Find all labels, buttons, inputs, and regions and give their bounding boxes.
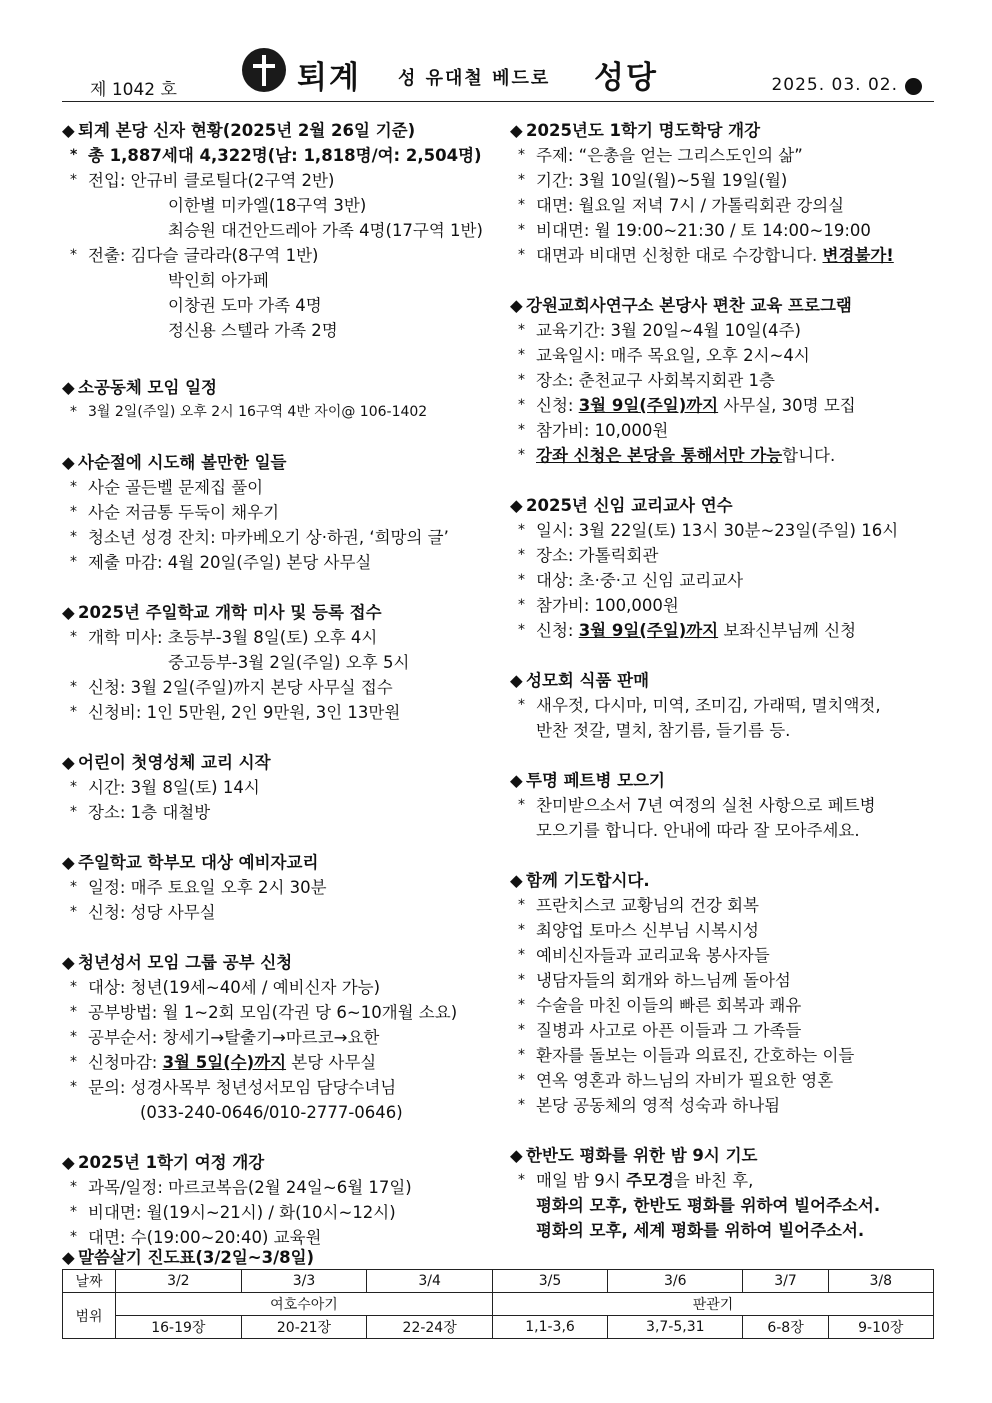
issue-date: 2025. 03. 02. xyxy=(771,75,898,95)
section-title: 2025년도 1학기 명도학당 개강 xyxy=(526,121,761,140)
section-food-sale xyxy=(510,668,940,743)
table-cell: 1,1-3,6 xyxy=(492,1316,607,1339)
list-item: 최승원 대건안드레아 가족 4명(17구역 1반) xyxy=(168,221,483,240)
parish-title-part1: 퇴계 xyxy=(297,60,361,96)
list-item: 중고등부-3월 2일(주일) 오후 5시 xyxy=(168,653,410,672)
section-parents-catechism xyxy=(62,850,502,925)
list-item: * 교육일시: 매주 목요일, 오후 2시~4시 xyxy=(510,343,940,368)
table-row xyxy=(63,1293,934,1316)
section-title: 청년성서 모임 그룹 공부 신청 xyxy=(78,953,293,972)
list-item: * 대상: 청년(19세~40세 / 예비신자 가능) xyxy=(62,975,502,1000)
table-cell: 3,7-5,31 xyxy=(608,1316,743,1339)
section-first-communion xyxy=(62,750,502,825)
diamond-bullet-icon: ◆ xyxy=(510,671,523,690)
list-item: * 사순 골든벨 문제집 풀이 xyxy=(62,475,502,500)
list-item: * 장소: 춘천교구 사회복지회관 1층 xyxy=(510,368,940,393)
section-title: 2025년 1학기 여정 개강 xyxy=(78,1153,265,1172)
list-item: * 문의: 성경사목부 청년성서모임 담당수녀님 xyxy=(62,1075,502,1100)
table-cell: 3/5 xyxy=(492,1270,607,1293)
list-item: * 신청비: 1인 5만원, 2인 9만원, 3인 13만원 xyxy=(62,700,502,725)
list-item: 이한별 미카엘(18구역 3반) xyxy=(168,196,367,215)
section-semester-course xyxy=(62,1150,502,1250)
list-item: * 대면과 비대면 신청한 대로 수강합니다. 변경불가! xyxy=(510,243,940,268)
list-item: 반찬 젓갈, 멸치, 참기름, 들기름 등. xyxy=(536,721,791,740)
diamond-bullet-icon: ◆ xyxy=(510,1146,523,1165)
diamond-bullet-icon: ◆ xyxy=(62,953,75,972)
section-title: 한반도 평화를 위한 밤 9시 기도 xyxy=(526,1146,758,1165)
list-item: * 신청: 3월 9일(주일)까지 보좌신부님께 신청 xyxy=(510,618,940,643)
table-cell: 22-24장 xyxy=(367,1316,493,1339)
section-title: 소공동체 모임 일정 xyxy=(78,378,218,397)
list-item: * 새우젓, 다시마, 미역, 조미김, 가래떡, 멸치액젓, xyxy=(510,693,940,718)
list-item: 박인희 아가페 xyxy=(168,271,269,290)
section-title: 어린이 첫영성체 교리 시작 xyxy=(78,753,271,772)
list-item: * 과목/일정: 마르코복음(2월 24일~6월 17일) xyxy=(62,1175,502,1200)
diamond-bullet-icon: ◆ xyxy=(510,296,523,315)
section-title: 강원교회사연구소 본당사 편찬 교육 프로그램 xyxy=(526,296,852,315)
list-item: 평화의 모후, 세계 평화를 위하여 빌어주소서. xyxy=(536,1221,865,1240)
list-item: * 최양업 토마스 신부님 시복시성 xyxy=(510,918,940,943)
page-number-dot-icon xyxy=(905,78,922,95)
list-item: * 전입: 안규비 클로틸다(2구역 2반) xyxy=(62,168,502,193)
section-title: 사순절에 시도해 볼만한 일들 xyxy=(78,453,287,472)
list-item: * 신청마감: 3월 5일(수)까지 본당 사무실 xyxy=(62,1050,502,1075)
list-item: * 공부순서: 창세기→탈출기→마르코→요한 xyxy=(62,1025,502,1050)
list-item: * 장소: 1층 대철방 xyxy=(62,800,502,825)
parish-title-middle: 성 유대철 베드로 xyxy=(398,68,551,89)
diamond-bullet-icon: ◆ xyxy=(62,853,75,872)
section-title: 성모회 식품 판매 xyxy=(526,671,650,690)
list-item: * 시간: 3월 8일(토) 14시 xyxy=(62,775,502,800)
deadline-highlight: 3월 9일(주일)까지 xyxy=(578,396,719,415)
list-item: * 연옥 영혼과 하느님의 자비가 필요한 영혼 xyxy=(510,1068,940,1093)
list-item: * 공부방법: 월 1~2회 모임(각권 당 6~10개월 소요) xyxy=(62,1000,502,1025)
table-cell: 9-10장 xyxy=(828,1316,933,1339)
list-item: * 일정: 매주 토요일 오후 2시 30분 xyxy=(62,875,502,900)
right-column xyxy=(510,118,940,1268)
reading-schedule-table xyxy=(62,1269,934,1339)
schedule-title: ◆ 말씀살기 진도표(3/2일~3/8일) xyxy=(62,1248,315,1267)
parish-title-part2: 성당 xyxy=(594,60,658,96)
list-item: * 3월 2일(주일) 오후 2시 16구역 4반 자이@ 106-1402 xyxy=(62,400,502,425)
diamond-bullet-icon: ◆ xyxy=(62,121,75,140)
list-item: * 매일 밤 9시 주모경을 바친 후, xyxy=(510,1168,940,1193)
list-item: * 프란치스코 교황님의 건강 회복 xyxy=(510,893,940,918)
list-item: * 기간: 3월 10일(월)~5월 19일(월) xyxy=(510,168,940,193)
table-cell: 3/4 xyxy=(367,1270,493,1293)
section-parish-status xyxy=(62,118,502,343)
section-church-history-program xyxy=(510,293,940,468)
list-item: * 전출: 김다슬 글라라(8구역 1반) xyxy=(62,243,502,268)
section-pet-bottles xyxy=(510,768,940,843)
issue-number: 제 1042 호 xyxy=(90,80,177,100)
list-item: * 참가비: 100,000원 xyxy=(510,593,940,618)
list-item: * 비대면: 월(19시~21시) / 화(10시~12시) xyxy=(62,1200,502,1225)
section-title: 주일학교 학부모 대상 예비자교리 xyxy=(78,853,319,872)
diamond-bullet-icon: ◆ xyxy=(62,1248,75,1267)
section-prayer-intentions xyxy=(510,868,940,1118)
prayer-name-highlight: 주모경 xyxy=(626,1171,674,1190)
list-item: * 일시: 3월 22일(토) 13시 30분~23일(주일) 16시 xyxy=(510,518,940,543)
table-cell: 20-21장 xyxy=(241,1316,367,1339)
list-item: * 대면: 월요일 저녁 7시 / 가톨릭회관 강의실 xyxy=(510,193,940,218)
section-sunday-school xyxy=(62,600,502,725)
table-cell: 판관기 xyxy=(492,1293,933,1316)
section-myungdo-school xyxy=(510,118,940,268)
section-title: 퇴계 본당 신자 현황(2025년 2월 26일 기준) xyxy=(78,121,416,140)
section-new-teacher-training xyxy=(510,493,940,643)
table-header-cell: 범위 xyxy=(63,1293,116,1339)
list-item: * 신청: 성당 사무실 xyxy=(62,900,502,925)
list-item: * 참가비: 10,000원 xyxy=(510,418,940,443)
list-item: * 강좌 신청은 본당을 통해서만 가능합니다. xyxy=(510,443,940,468)
list-item: * 질병과 사고로 아픈 이들과 그 가족들 xyxy=(510,1018,940,1043)
bulletin-header xyxy=(62,44,934,102)
diamond-bullet-icon: ◆ xyxy=(62,603,75,622)
no-change-highlight: 변경불가! xyxy=(822,246,894,265)
table-cell: 3/7 xyxy=(743,1270,828,1293)
list-item: * 교육기간: 3월 20일~4월 10일(4주) xyxy=(510,318,940,343)
list-item: * 대상: 초·중·고 신임 교리교사 xyxy=(510,568,940,593)
list-item: 이창권 도마 가족 4명 xyxy=(168,296,322,315)
list-item: * 총 1,887세대 4,322명(남: 1,818명/여: 2,504명) xyxy=(62,143,502,168)
list-item: * 대면: 수(19:00~20:40) 교육원 xyxy=(62,1225,502,1250)
diamond-bullet-icon: ◆ xyxy=(62,453,75,472)
list-item: * 신청: 3월 2일(주일)까지 본당 사무실 접수 xyxy=(62,675,502,700)
diamond-bullet-icon: ◆ xyxy=(510,771,523,790)
deadline-highlight: 3월 5일(수)까지 xyxy=(162,1053,287,1072)
table-cell: 3/8 xyxy=(828,1270,933,1293)
deadline-highlight: 3월 9일(주일)까지 xyxy=(578,621,719,640)
section-youth-bible xyxy=(62,950,502,1125)
list-item: * 비대면: 월 19:00~21:30 / 토 14:00~19:00 xyxy=(510,218,940,243)
list-item: 평화의 모후, 한반도 평화를 위하여 빌어주소서. xyxy=(536,1196,881,1215)
list-item: 정신용 스텔라 가족 2명 xyxy=(168,321,338,340)
table-cell: 3/3 xyxy=(241,1270,367,1293)
section-title: 투명 페트병 모으기 xyxy=(526,771,666,790)
table-cell: 6-8장 xyxy=(743,1316,828,1339)
diamond-bullet-icon: ◆ xyxy=(510,121,523,140)
list-item: * 냉담자들의 회개와 하느님께 돌아섬 xyxy=(510,968,940,993)
table-cell: 16-19장 xyxy=(116,1316,242,1339)
left-column xyxy=(62,118,502,1275)
list-item: * 제출 마감: 4월 20일(주일) 본당 사무실 xyxy=(62,550,502,575)
section-lent-activities xyxy=(62,450,502,575)
diamond-bullet-icon: ◆ xyxy=(62,378,75,397)
section-title: 함께 기도합시다. xyxy=(526,871,650,890)
list-item: * 환자를 돌보는 이들과 의료진, 간호하는 이들 xyxy=(510,1043,940,1068)
table-row xyxy=(63,1316,934,1339)
list-item: * 사순 저금통 두둑이 채우기 xyxy=(62,500,502,525)
list-item: * 주제: “은총을 얻는 그리스도인의 삶” xyxy=(510,143,940,168)
registration-note-highlight: 강좌 신청은 본당을 통해서만 가능 xyxy=(536,446,783,465)
list-item: * 예비신자들과 교리교육 봉사자들 xyxy=(510,943,940,968)
diamond-bullet-icon: ◆ xyxy=(62,1153,75,1172)
list-item: 모으기를 합니다. 안내에 따라 잘 모아주세요. xyxy=(536,821,860,840)
diamond-bullet-icon: ◆ xyxy=(62,753,75,772)
table-row xyxy=(63,1270,934,1293)
list-item: * 개학 미사: 초등부-3월 8일(토) 오후 4시 xyxy=(62,625,502,650)
section-title: 2025년 신임 교리교사 연수 xyxy=(526,496,733,515)
section-peace-prayer xyxy=(510,1143,940,1243)
list-item: * 수술을 마친 이들의 빠른 회복과 쾌유 xyxy=(510,993,940,1018)
table-cell: 3/2 xyxy=(116,1270,242,1293)
list-item: * 찬미받으소서 7년 여정의 실천 사항으로 페트병 xyxy=(510,793,940,818)
list-item: (033-240-0646/010-2777-0646) xyxy=(140,1103,403,1122)
list-item: * 본당 공동체의 영적 성숙과 하나됨 xyxy=(510,1093,940,1118)
header-divider xyxy=(62,101,934,102)
table-header-cell: 날짜 xyxy=(63,1270,116,1293)
table-cell: 3/6 xyxy=(608,1270,743,1293)
list-item: * 장소: 가톨릭회관 xyxy=(510,543,940,568)
church-cross-logo-icon xyxy=(242,48,286,92)
list-item: * 신청: 3월 9일(주일)까지 사무실, 30명 모집 xyxy=(510,393,940,418)
diamond-bullet-icon: ◆ xyxy=(510,496,523,515)
diamond-bullet-icon: ◆ xyxy=(510,871,523,890)
section-title: 2025년 주일학교 개학 미사 및 등록 접수 xyxy=(78,603,382,622)
list-item: * 청소년 성경 잔치: 마카베오기 상·하권, ‘희망의 글’ xyxy=(62,525,502,550)
section-small-community xyxy=(62,375,502,425)
table-cell: 여호수아기 xyxy=(116,1293,493,1316)
